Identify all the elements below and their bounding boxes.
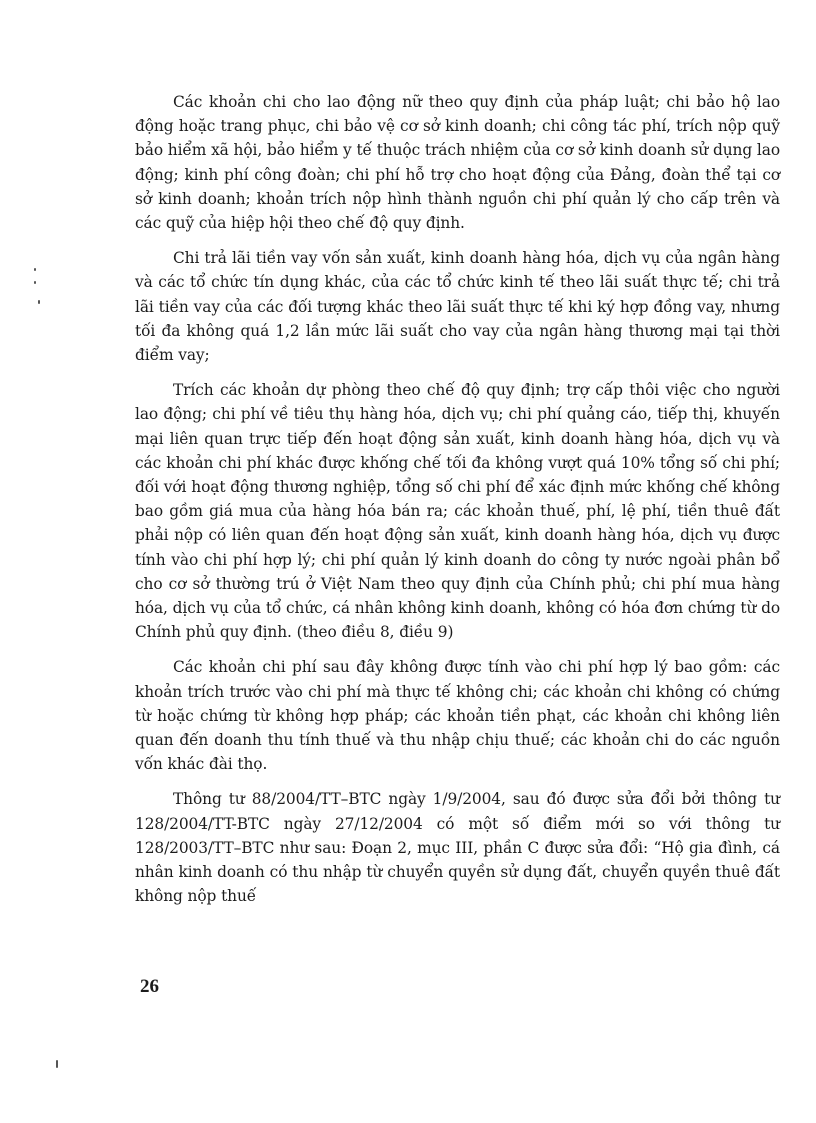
paragraph-loan-interest: Chi trả lãi tiền vay vốn sản xuất, kinh doanh hàng hóa, dịch vụ của ngân hàng và các tổ chức tín dụng khác, của các tổ chức kinh tế theo lãi suất thực tế; chi trả lãi tiền vay của các đối tượng khác theo lãi suất thực tế khi ký hợp đồng vay, nhưng tối đa không quá 1,2 lần mức lãi suất cho vay của ngân hàng thương mại tại thời điểm vay; [135, 249, 780, 365]
paragraph-circular-88: Thông tư 88/2004/TT–BTC ngày 1/9/2004, sau đó được sửa đổi bởi thông tư 128/2004/TT-BTC ngày 27/12/2004 có một số điểm mới so với thông tư 128/2003/TT–BTC như sau: Đoạn 2, mục III, phần C được sửa đổi: “Hộ gia đình, cá nhân kinh doanh có thu nhập từ chuyển quyền sử dụng đất, chuyển quyền thuê đất không nộp thuế [135, 790, 780, 906]
body-text [135, 90, 780, 920]
paragraph-non-deductible: Các khoản chi phí sau đây không được tính vào chi phí hợp lý bao gồm: các khoản trích trước vào chi phí mà thực tế không chi; các khoản chi không có chứng từ hoặc chứng từ không hợp pháp; các khoản tiền phạt, các khoản chi không liên quan đến doanh thu tính thuế và thu nhập chịu thuế; các khoản chi do các nguồn vốn khác đài thọ. [135, 658, 780, 774]
paragraph-labor-costs: Các khoản chi cho lao động nữ theo quy định của pháp luật; chi bảo hộ lao động hoặc trang phục, chi bảo vệ cơ sở kinh doanh; chi công tác phí, trích nộp quỹ bảo hiểm xã hội, bảo hiểm y tế thuộc trách nhiệm của cơ sở kinh doanh sử dụng lao động; kinh phí công đoàn; chi phí hỗ trợ cho hoạt động của Đảng, đoàn thể tại cơ sở kinh doanh; khoản trích nộp hình thành nguồn chi phí quản lý cho cấp trên và các quỹ của hiệp hội theo chế độ quy định. [135, 93, 780, 233]
scan-speck [34, 281, 36, 284]
scan-speck [56, 1060, 58, 1068]
scan-speck [38, 300, 40, 304]
page-number: 26 [140, 976, 159, 997]
scan-speck [34, 268, 36, 271]
paragraph-provisions: Trích các khoản dự phòng theo chế độ quy định; trợ cấp thôi việc cho người lao động; chi phí về tiêu thụ hàng hóa, dịch vụ; chi phí quảng cáo, tiếp thị, khuyến mại liên quan trực tiếp đến hoạt động sản xuất, kinh doanh hàng hóa, dịch vụ và các khoản chi phí khác được khống chế tối đa không vượt quá 10% tổng số chi phí; đối với hoạt động thương nghiệp, tổng số chi phí để xác định mức khống chế không bao gồm giá mua của hàng hóa bán ra; các khoản thuế, phí, lệ phí, tiền thuê đất phải nộp có liên quan đến hoạt động sản xuất, kinh doanh hàng hóa, dịch vụ được tính vào chi phí hợp lý; chi phí quản lý kinh doanh do công ty nước ngoài phân bổ cho cơ sở thường trú ở Việt Nam theo quy định của Chính phủ; chi phí mua hàng hóa, dịch vụ của tổ chức, cá nhân không kinh doanh, không có hóa đơn chứng từ do Chính phủ quy định. (theo điều 8, điều 9) [135, 381, 780, 642]
